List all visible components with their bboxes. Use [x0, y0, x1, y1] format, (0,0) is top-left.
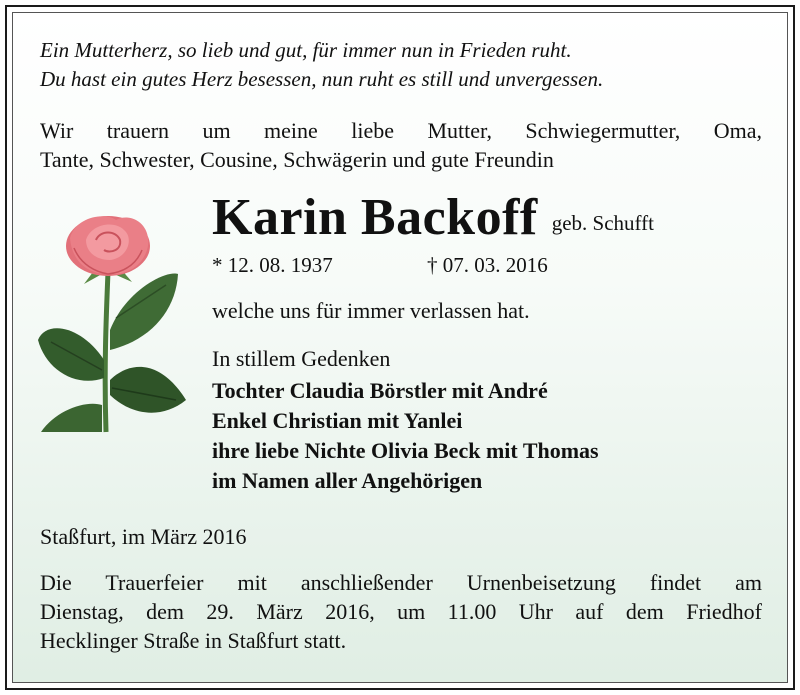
verse-line-1: Ein Mutterherz, so lieb und gut, für immer nun in Frieden ruht.	[40, 38, 572, 62]
birth-date: * 12. 08. 1937	[212, 253, 333, 277]
funeral-line-3: Hecklinger Straße in Staßfurt statt.	[40, 628, 347, 653]
intro-line-2: Tante, Schwester, Cousine, Schwägerin und gute Freundin	[40, 147, 554, 172]
verse-line-2: Du hast ein gutes Herz besessen, nun ruht es still und unvergessen.	[40, 67, 604, 91]
funeral-line-1: Die Trauerfeier mit anschließender Urnenbeisetzung findet am	[40, 570, 762, 595]
rose-icon	[36, 210, 196, 435]
deceased-name: Karin Backoff	[212, 189, 538, 246]
deceased-name-row	[212, 188, 654, 247]
verse	[40, 36, 770, 94]
place-date: Staßfurt, im März 2016	[40, 524, 247, 549]
mourner-line: Enkel Christian mit Yanlei	[212, 408, 463, 433]
mourner-line: Tochter Claudia Börstler mit André	[212, 378, 548, 403]
intro-line-1: Wir trauern um meine liebe Mutter, Schwiegermutter, Oma,	[40, 118, 762, 143]
maiden-name: geb. Schufft	[551, 211, 654, 235]
funeral-line-2: Dienstag, dem 29. März 2016, um 11.00 Uhr auf dem Friedhof	[40, 599, 762, 624]
mourners-list	[212, 376, 599, 496]
mourner-line: im Namen aller Angehörigen	[212, 468, 483, 493]
left-us-text: welche uns für immer verlassen hat.	[212, 298, 530, 323]
mourner-line: ihre liebe Nichte Olivia Beck mit Thomas	[212, 438, 599, 463]
intro-text	[40, 116, 762, 174]
funeral-info	[40, 568, 762, 655]
death-date: † 07. 03. 2016	[427, 253, 548, 277]
memory-line: In stillem Gedenken	[212, 346, 391, 371]
